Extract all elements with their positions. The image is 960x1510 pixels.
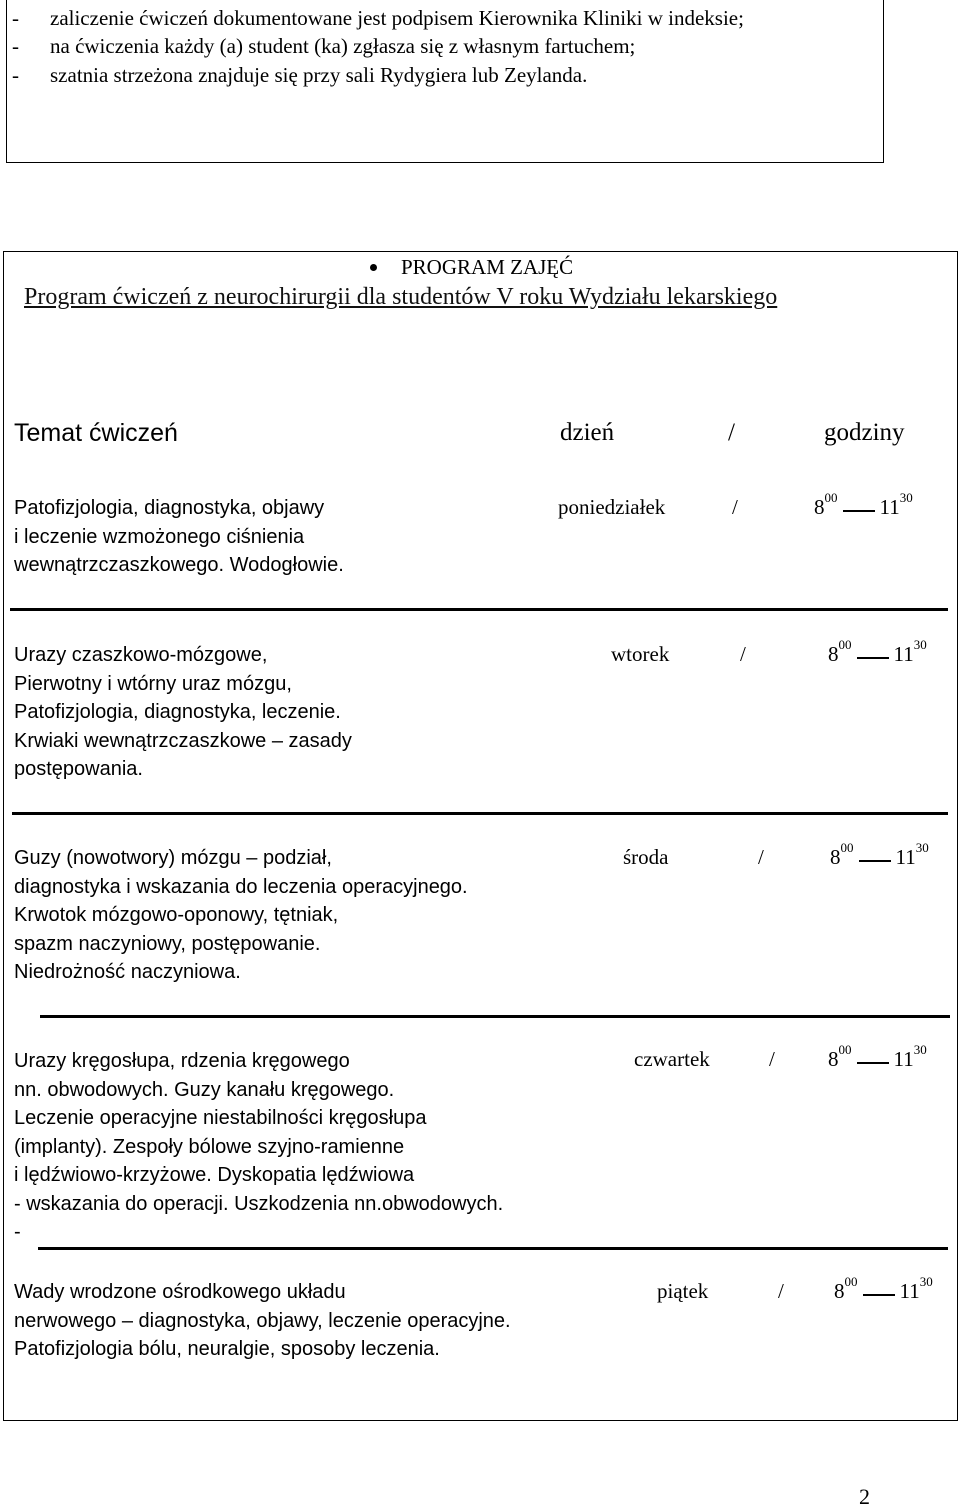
session-slash: / bbox=[732, 495, 738, 519]
column-header-slash: / bbox=[728, 419, 735, 446]
session-time: $8^{00}$ $11^{30}$ bbox=[828, 1042, 927, 1071]
session-slash: / bbox=[758, 845, 764, 869]
column-header-day: dzień bbox=[560, 419, 615, 446]
session-time: $8^{00}$ $11^{30}$ bbox=[814, 490, 913, 519]
session-slash: / bbox=[778, 1279, 784, 1303]
session-time: $8^{00}$ $11^{30}$ bbox=[830, 840, 929, 869]
session-time: $8^{00}$ $11^{30}$ bbox=[834, 1274, 933, 1303]
session-divider bbox=[40, 1015, 950, 1018]
session-topic: Guzy (nowotwory) mózgu – podział, diagnostyka i wskazania do leczenia operacyjnego. Krwotok mózgowo-oponowy, tętniak, spazm naczyniowy, postępowanie. Niedrożność naczyniowa. bbox=[14, 847, 468, 983]
session-slash: / bbox=[740, 642, 746, 666]
page-number: 2 bbox=[859, 1484, 870, 1509]
column-header-hours: godziny bbox=[824, 419, 905, 446]
session-day: czwartek bbox=[634, 1047, 710, 1071]
column-header-topic: Temat ćwiczeń bbox=[14, 419, 178, 447]
rule-item: - szatnia strzeżona znajduje się przy sali Rydygiera lub Zeylanda. bbox=[12, 63, 588, 87]
program-heading: PROGRAM ZAJĘĆ bbox=[370, 255, 573, 280]
session-topic: Urazy kręgosłupa, rdzenia kręgowego nn. obwodowych. Guzy kanału kręgowego. Leczenie operacyjne niestabilności kręgosłupa (implanty). Zespoły bólowe szyjno-ramienne i lędźwiowo-krzyżowe. Dyskopatia lędźwiowa - wskazania do operacji. Uszkodzenia nn.obwodowych. - bbox=[14, 1050, 504, 1243]
rule-item: - zaliczenie ćwiczeń dokumentowane jest podpisem Kierownika Kliniki w indeksie; bbox=[12, 6, 744, 30]
session-day: środa bbox=[623, 845, 669, 869]
session-time: $8^{00}$ $11^{30}$ bbox=[828, 637, 927, 666]
session-topic: Wady wrodzone ośrodkowego układu nerwowego – diagnostyka, objawy, leczenie operacyjne. Patofizjologia bólu, neuralgie, sposoby leczenia. bbox=[14, 1281, 511, 1360]
session-divider bbox=[12, 812, 948, 815]
bullet-icon bbox=[370, 264, 377, 271]
session-topic: Urazy czaszkowo-mózgowe, Pierwotny i wtórny uraz mózgu, Patofizjologia, diagnostyka, leczenie. Krwiaki wewnątrzczaszkowe – zasady postępowania. bbox=[14, 644, 352, 780]
session-divider bbox=[38, 1247, 948, 1250]
session-divider bbox=[10, 608, 948, 611]
session-slash: / bbox=[769, 1047, 775, 1071]
rule-item: - na ćwiczenia każdy (a) student (ka) zgłasza się z własnym fartuchem; bbox=[12, 34, 636, 58]
session-day: piątek bbox=[657, 1279, 709, 1303]
session-day: wtorek bbox=[611, 642, 670, 666]
session-day: poniedziałek bbox=[558, 495, 666, 519]
program-subtitle: Program ćwiczeń z neurochirurgii dla studentów V roku Wydziału lekarskiego bbox=[24, 284, 778, 310]
session-topic: Patofizjologia, diagnostyka, objawy i leczenie wzmożonego ciśnienia wewnątrzczaszkowego. Wodogłowie. bbox=[14, 497, 344, 576]
